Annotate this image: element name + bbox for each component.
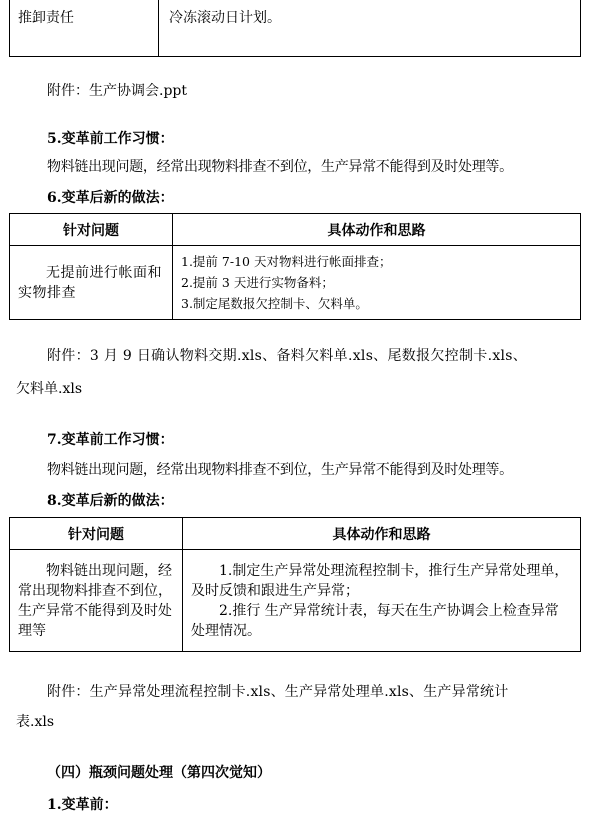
section-5-body: 物料链出现问题，经常出现物料排查不到位，生产异常不能得到及时处理等。 (47, 159, 513, 175)
section-5-title: 5.变革前工作习惯： (47, 131, 174, 147)
section-4-title: （四）瓶颈问题处理（第四次觉知） (47, 765, 271, 781)
table-1-item-2: 2.提前 3 天进行实物备料； (181, 275, 334, 290)
section-8-title: 8.变革后新的做法： (47, 493, 174, 509)
table-2-cell-left (10, 550, 183, 652)
table-1-cell-left (10, 246, 173, 320)
section-7-body: 物料链出现问题，经常出现物料排查不到位，生产异常不能得到及时处理等。 (47, 462, 513, 478)
table-1-item-3: 3.制定尾数报欠控制卡、欠料单。 (181, 296, 368, 311)
section-6-title: 6.变革后新的做法： (47, 190, 174, 206)
table-1-cell-right (173, 246, 581, 320)
attachment-3-line-1: 附件：生产异常处理流程控制卡.xls、生产异常处理单.xls、生产异常统计 (47, 684, 509, 700)
attachment-2-line-1: 附件：3 月 9 日确认物料交期.xls、备料欠料单.xls、尾数报欠控制卡.xls、 (47, 348, 528, 364)
table-1 (9, 213, 581, 320)
attachment-3-line-2: 表.xls (16, 714, 55, 730)
table-1-header-left: 针对问题 (10, 214, 173, 246)
cell-top-right-text: 冷冻滚动日计划。 (169, 10, 281, 26)
table-1-left-text: 无提前进行帐面和实物排查 (18, 264, 162, 301)
table-2-item-2: 2.推行 生产异常统计表，每天在生产协调会上检查异常处理情况。 (191, 602, 559, 639)
attachment-2-line-2: 欠料单.xls (16, 381, 83, 397)
table-2-item-1: 1.制定生产异常处理流程控制卡，推行生产异常处理单，及时反馈和跟进生产异常； (191, 562, 569, 599)
cell-top-right (159, 0, 581, 57)
cell-top-left (10, 0, 159, 57)
table-2-cell-right (183, 550, 581, 652)
cell-top-left-text: 推卸责任 (18, 10, 74, 26)
table-1-header-right: 具体动作和思路 (173, 214, 581, 246)
table-2-left-text: 物料链出现问题，经常出现物料排查不到位，生产异常不能得到及时处理等 (18, 562, 172, 639)
subsection-1-title: 1.变革前： (47, 797, 118, 813)
table-2-header-right: 具体动作和思路 (183, 518, 581, 550)
table-1-item-1: 1.提前 7-10 天对物料进行帐面排查； (181, 254, 392, 269)
table-2 (9, 517, 581, 652)
section-7-title: 7.变革前工作习惯： (47, 432, 174, 448)
attachment-1: 附件：生产协调会.ppt (47, 83, 187, 99)
table-top (9, 0, 581, 57)
table-2-header-left: 针对问题 (10, 518, 183, 550)
